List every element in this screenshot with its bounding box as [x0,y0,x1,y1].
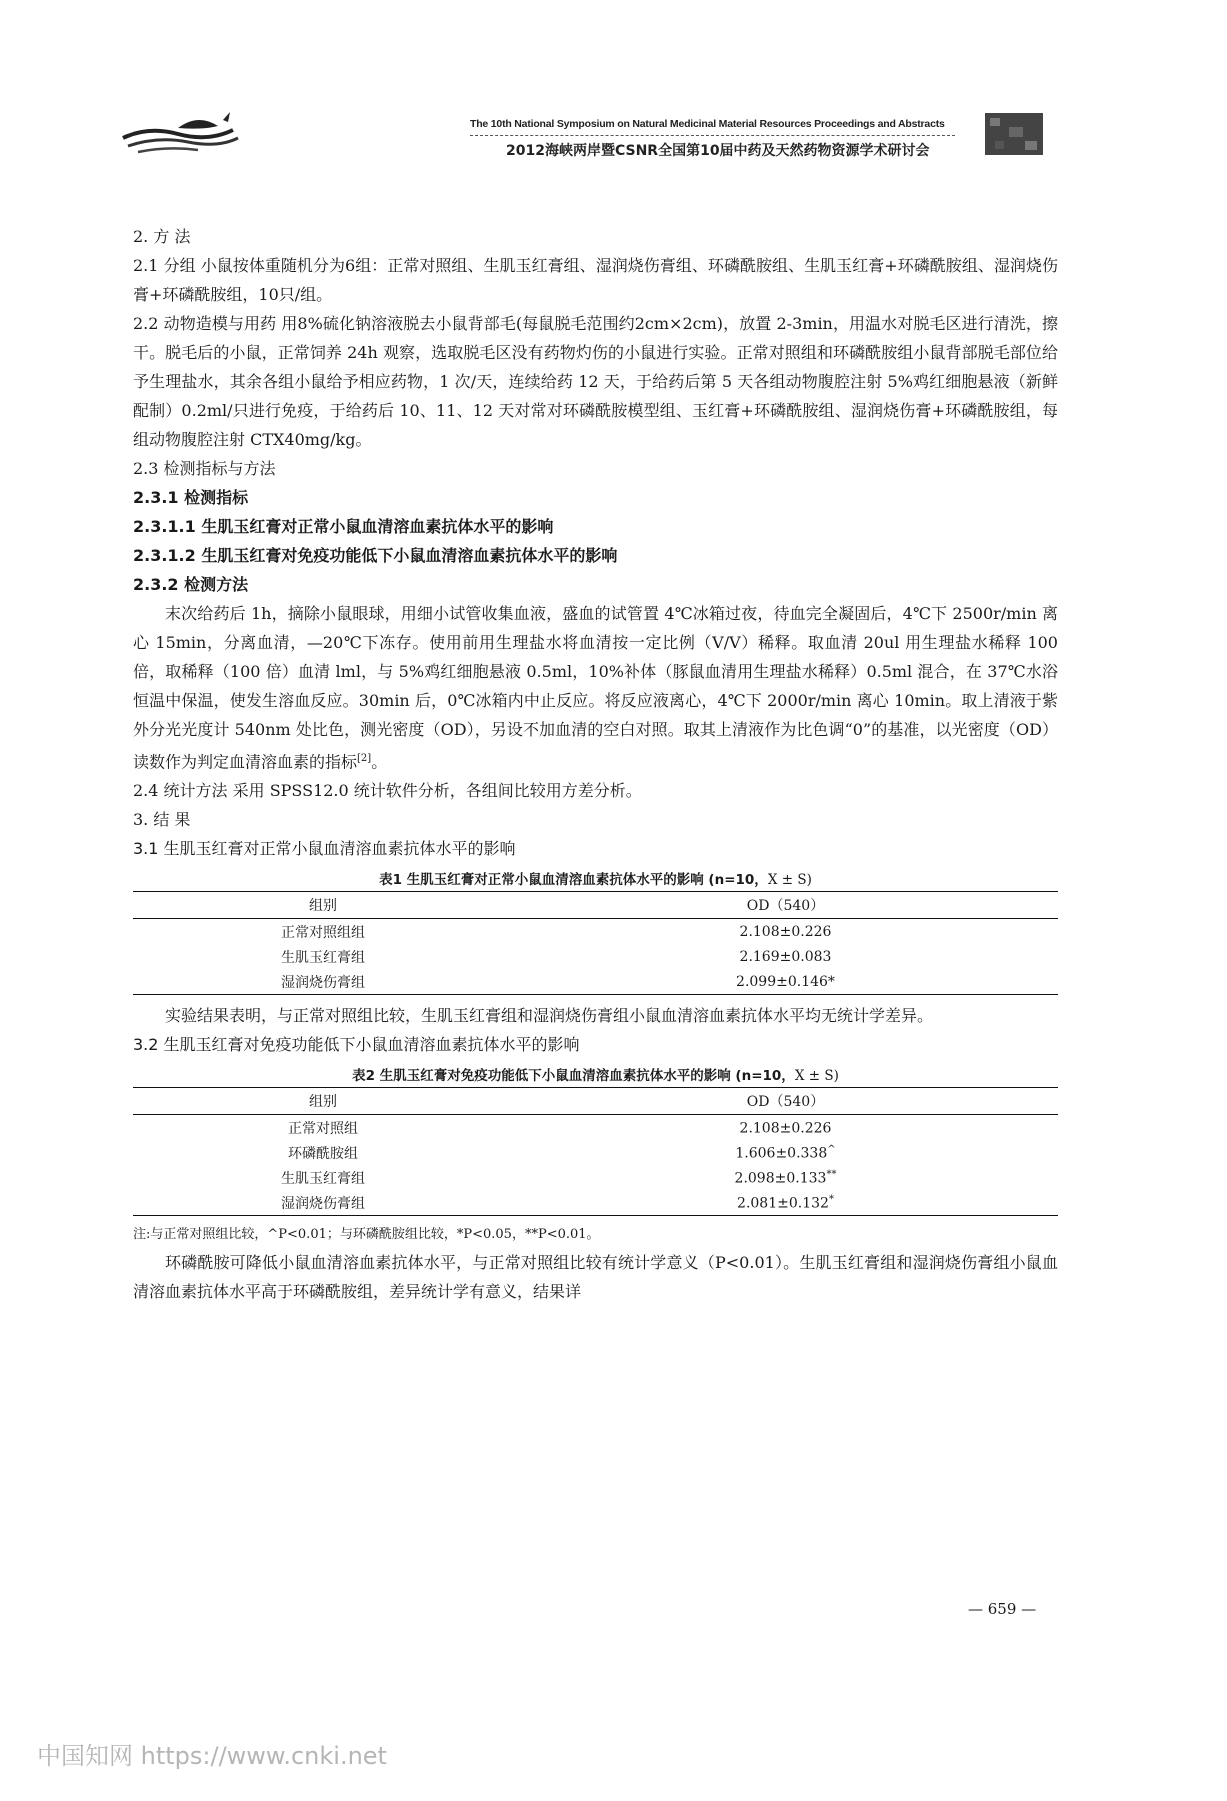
table-cell-od: 2.099±0.146* [513,969,1058,995]
section-3-2-body: 环磷酰胺可降低小鼠血清溶血素抗体水平，与正常对照组比较有统计学意义（P<0.01）。生肌玉红膏组和湿润烧伤膏组小鼠血清溶血素抗体水平高于环磷酰胺组，差异统计学有意义，结果详 [133,1253,1058,1302]
main-content [133,222,1058,1306]
section-results-title: 3. 结 果 [133,810,191,830]
table-cell-group: 生肌玉红膏组 [281,949,365,966]
cnki-watermark: 中国知网 https://www.cnki.net [37,1742,387,1770]
section-2-1: 2.1 分组 小鼠按体重随机分为6组：正常对照组、生肌玉红膏组、湿润烧伤膏组、环磷酰胺组、生肌玉红膏+环磷酰胺组、湿润烧伤膏+环磷酰胺组，10只/组。 [133,256,1058,304]
table-2-header-group: 组别 [133,1088,513,1115]
table-cell-group: 正常对照组组 [281,924,365,941]
table-2-grid [133,1087,1058,1216]
table-cell-group: 湿润烧伤膏组 [133,1190,513,1216]
table-2-caption [133,1065,1058,1087]
table-2-header-od: OD（540） [513,1088,1058,1115]
table-2-caption-text: 表2 生肌玉红膏对免疫功能低下小鼠血清溶血素抗体水平的影响 (n=10， [352,1068,795,1085]
od-value: 2.098±0.133 [734,1170,827,1187]
table-cell-group: 环磷酰胺组 [288,1145,358,1162]
table-cell-od: 2.108±0.226 [739,923,832,940]
section-3-1-body: 实验结果表明，与正常对照组比较，生肌玉红膏组和湿润烧伤膏组小鼠血清溶血素抗体水平均无统计学差异。 [165,1006,934,1026]
table-cell-od: 2.169±0.083 [739,948,832,965]
significance-mark: ** [826,1169,837,1180]
section-2-3: 2.3 检测指标与方法 [133,459,276,478]
section-methods-title: 2. 方 法 [133,227,191,246]
table-1-header-group: 组别 [133,892,513,919]
table-1-caption-stat: X ± S) [767,872,812,889]
table-1-caption [133,869,1058,891]
table-1-grid [133,891,1058,995]
section-2-3-1: 2.3.1 检测指标 [133,488,249,507]
significance-mark: ^ [827,1144,836,1155]
section-2-3-1-1: 2.3.1.1 生肌玉红膏对正常小鼠血清溶血素抗体水平的影响 [133,517,554,536]
section-3-1: 3.1 生肌玉红膏对正常小鼠血清溶血素抗体水平的影响 [133,839,516,859]
page-header [0,0,1227,170]
od-value: 2.081±0.132 [737,1195,829,1212]
table-cell-od [513,1115,1058,1141]
table-cell-group: 生肌玉红膏组 [281,1170,365,1187]
table-2-note: 注:与正常对照组比较，^P<0.01；与环磷酰胺组比较，*P<0.05，**P<0.01。 [133,1227,600,1243]
method-text-end: 。 [371,752,388,772]
table-row [133,1190,1058,1216]
table-1-caption-text: 表1 生肌玉红膏对正常小鼠血清溶血素抗体水平的影响 (n=10， [379,872,768,889]
section-2-3-1-2: 2.3.1.2 生肌玉红膏对免疫功能低下小鼠血清溶血素抗体水平的影响 [133,546,618,565]
table-1 [133,869,1058,995]
section-2-4: 2.4 统计方法 采用 SPSS12.0 统计软件分析，各组间比较用方差分析。 [133,781,642,801]
header-decoration-icon [985,113,1043,155]
section-3-2: 3.2 生肌玉红膏对免疫功能低下小鼠血清溶血素抗体水平的影响 [133,1035,580,1055]
table-cell-od [513,1165,1058,1190]
header-chinese-title: 2012海峡两岸暨CSNR全国第10届中药及天然药物资源学术研讨会 [506,143,930,159]
page-number: — 659 — [968,1600,1037,1618]
table-2 [133,1065,1058,1248]
od-value: 2.108±0.226 [739,1120,832,1137]
method-text: 末次给药后 1h，摘除小鼠眼球，用细小试管收集血液，盛血的试管置 4℃冰箱过夜，待血完全凝固后，4℃下 2500r/min 离心 15min，分离血清，—20℃下冻存。使用前用生理盐水将血清按一定比例（V/V）稀释。取血清 20ul 用生理盐水稀释 100 倍，取稀释（100 倍）血清 lml，与 5%鸡红细胞悬液 0.5ml，10%补体（豚鼠血清用生理盐水稀释）0.5ml 混合，在 37℃水浴恒温中保温，使发生溶血反应。30min 后，0℃冰箱内中止反应。将反应液离心，4℃下 2000r/min 离心 10min。取上清液于紫外分光光度计 540nm 处比色，测光密度（OD），另设不加血清的空白对照。取其上清液作为比色调“0”的基准，以光密度（OD）读数作为判定血清溶血素的指标 [133,604,1058,772]
table-1-header-od: OD（540） [513,892,1058,919]
reference-mark: [2] [357,753,372,764]
significance-mark: * [828,1194,834,1205]
table-row [133,1115,1058,1141]
section-2-2: 2.2 动物造模与用药 用8%硫化钠溶液脱去小鼠背部毛(每鼠脱毛范围约2cm×2cm)，放置 2-3min，用温水对脱毛区进行清洗，擦干。脱毛后的小鼠，正常饲养 24h 观察，选取脱毛区没有药物灼伤的小鼠进行实验。正常对照组和环磷酰胺组小鼠背部脱毛部位给予生理盐水，其余各组小鼠给予相应药物，1 次/天，连续给药 12 天，于给药后第 5 天各组动物腹腔注射 5%鸡红细胞悬液（新鲜配制）0.2ml/只进行免疫，于给药后 10、11、12 天对常对环磷酰胺模型组、玉红膏+环磷酰胺组、湿润烧伤膏+环磷酰胺组，每组动物腹腔注射 CTX40mg/kg。 [133,314,1058,449]
table-row [133,1140,1058,1165]
table-cell-od [513,1140,1058,1165]
table-cell-od [513,1190,1058,1216]
table-row [133,969,1058,995]
table-row [133,919,1058,945]
od-value: 1.606±0.338 [735,1145,828,1162]
table-row [133,944,1058,969]
symposium-logo-icon [118,108,268,156]
header-english-title: The 10th National Symposium on Natural Medicinal Material Resources Proceedings and Abstracts [470,118,945,130]
section-2-3-2-body [133,599,1058,776]
table-cell-group: 湿润烧伤膏组 [133,969,513,995]
table-row [133,1165,1058,1190]
section-2-3-2: 2.3.2 检测方法 [133,575,249,594]
table-2-caption-stat: X ± S) [794,1068,839,1085]
table-cell-group: 正常对照组 [288,1120,358,1137]
header-divider [470,135,955,136]
